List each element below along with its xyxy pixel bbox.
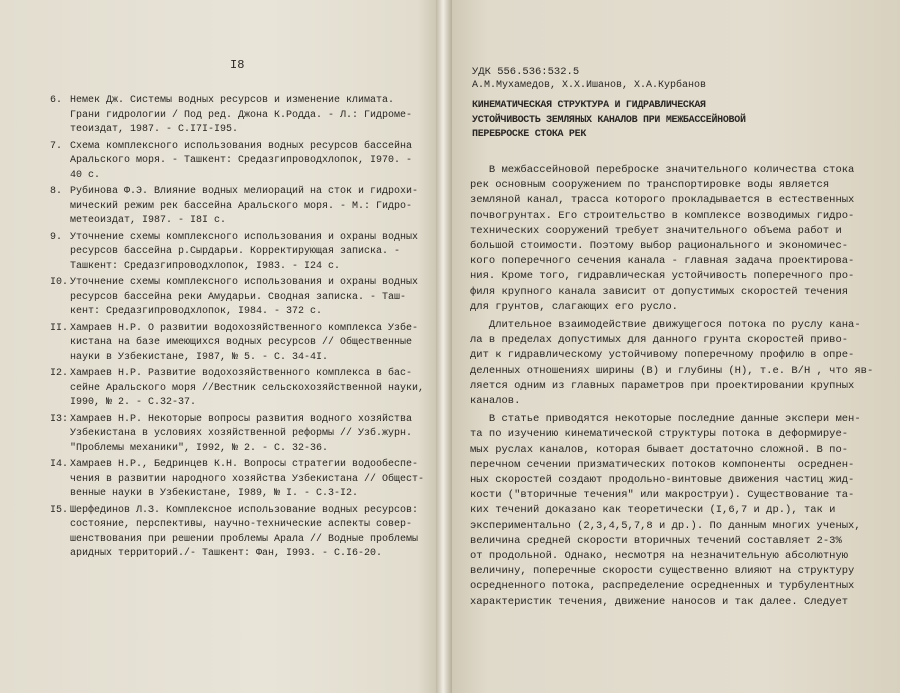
text-line: технических сооружений требует значительного объема работ и — [470, 224, 842, 237]
article-title — [472, 99, 746, 143]
reference-line: Грани гидрологии / Под ред. Джона К.Родда. - Л.: Гидроме- — [70, 109, 413, 121]
reference-text — [70, 185, 418, 229]
reference-number: 6. — [50, 95, 63, 106]
left-page — [0, 0, 440, 693]
text-line: Длительное взаимодействие движущегося потока по руслу кана- — [470, 319, 861, 332]
udk-code: УДК 556.536:532.5 — [472, 66, 580, 78]
reference-line: ресурсов бассейна реки Амударьи. Сводная записка. - Таш- — [70, 291, 407, 303]
reference-line: мический режим рек бассейна Аральского моря. - М.: Гидро- — [70, 200, 413, 212]
article-body — [470, 163, 873, 613]
book-gutter — [436, 0, 452, 693]
reference-line: венные науки в Узбекистане, I989, № I. - С.3-I2. — [70, 488, 359, 499]
text-line: перечном сечении призматических потоков компоненты осреднен- — [470, 458, 855, 471]
text-line: В межбассейновой переброске значительного количества стока — [470, 164, 855, 176]
reference-line: 40 с. — [70, 169, 101, 181]
reference-text — [70, 367, 424, 411]
reference-item — [50, 231, 430, 275]
text-line: ла в пределах допустимых для данного грунта скоростей приво- — [470, 334, 849, 347]
right-page — [452, 0, 900, 693]
text-line: величина средней скорости вторичных течений составляет 2-3% — [470, 534, 842, 547]
text-line: дит к гидравлическому устойчивому поперечному профилю в опре- — [470, 349, 855, 362]
reference-line: "Проблемы механики", I992, № 2. - С. 32-36. — [70, 442, 329, 454]
text-line: ляется одним из главных параметров при проектировании крупных — [470, 379, 855, 392]
paragraph — [470, 412, 873, 610]
reference-item — [50, 458, 430, 502]
paragraph — [470, 318, 873, 409]
reference-item — [50, 94, 430, 138]
reference-number: 7. — [50, 140, 63, 152]
article-authors: А.М.Мухамедов, Х.Х.Ишанов, Х.А.Курбанов — [472, 80, 707, 91]
text-line: ния. Кроме того, гидравлическая устойчивость поперечного про- — [470, 270, 855, 283]
text-line: от продольной. Однако, несмотря на незначительную абсолютную — [470, 550, 849, 563]
reference-number: 9. — [50, 231, 63, 243]
text-line: земляной канал, трасса которого прокладывается в естественных — [470, 194, 855, 207]
reference-line: состояние, перспективы, научно-технические аспекты совер- — [70, 519, 413, 530]
reference-line: науки в Узбекистане, I987, № 5. - С. 34-4I. — [70, 351, 329, 363]
text-line: ных скоростей создают продольно-винтовые движения частиц жид- — [470, 474, 855, 487]
text-line: В статье приводятся некоторые последние данные экспери мен- — [470, 413, 861, 426]
title-line: КИНЕМАТИЧЕСКАЯ СТРУКТУРА И ГИДРАВЛИЧЕСКАЯ — [472, 100, 706, 111]
text-line: кости ("вторичные течения" или макроструи). Существование та- — [470, 489, 855, 502]
reference-text — [70, 276, 418, 320]
reference-text — [70, 413, 412, 457]
reference-text — [70, 94, 412, 138]
text-line: для грунтов, слагающих его русло. — [470, 300, 678, 313]
reference-line: ресурсов бассейна р.Сырдарьи. Корректирующая записка. - — [70, 246, 401, 257]
reference-line: Уточнение схемы комплексного использования и охраны водных — [70, 231, 419, 243]
reference-number: I4. — [50, 459, 69, 470]
text-line: почвогрунтах. Его строительство в комплексе возводимых гидро- — [470, 209, 855, 222]
reference-text — [70, 504, 418, 562]
reference-line: Ташкент: Средазгипроводхлопок, I983. - I24 с. — [70, 260, 341, 272]
reference-line: Аральского моря. - Ташкент: Средазгипроводхлопок, I970. - — [70, 155, 413, 166]
reference-number: II. — [50, 322, 69, 334]
text-line: величину, поперечные скорости существенно влияют на структуру — [470, 565, 855, 578]
reference-item — [50, 367, 430, 411]
reference-line: кистана на базе имеющихся водных ресурсов // Общественные — [70, 337, 413, 348]
reference-number: I5. — [50, 504, 69, 516]
reference-line: аридных территорий./- Ташкент: Фан, I993. - С.I6-20. — [70, 548, 383, 559]
reference-line: теоиздат, 1987. - С.I7I-I95. — [70, 124, 239, 135]
reference-item — [50, 140, 430, 184]
reference-line: чения в развитии народного хозяйства Узбекистана // Общест- — [70, 473, 425, 485]
text-line: большой стоимости. Поэтому выбор рационального и экономичес- — [470, 240, 849, 253]
paragraph — [470, 163, 873, 315]
reference-item — [50, 504, 430, 562]
text-line: экспериментально (2,3,4,5,7,8 и др.). По данным многих ученых, — [470, 519, 861, 532]
reference-list — [50, 94, 430, 564]
reference-line: Хамраев Н.Р. Некоторые вопросы развития водного хозяйства — [70, 413, 413, 425]
reference-text — [70, 140, 412, 184]
reference-line: метеоиздат, I987. - I8I с. — [70, 215, 227, 226]
reference-number: 8. — [50, 186, 63, 197]
reference-item — [50, 322, 430, 366]
title-line: ПЕРЕБРОСКЕ СТОКА РЕК — [472, 129, 587, 140]
reference-number: I0. — [50, 277, 69, 288]
reference-line: Хамраев Н.Р. О развитии водохозяйственного комплекса Узбе- — [70, 322, 419, 334]
reference-text — [70, 322, 418, 366]
reference-line: Шерфединов Л.З. Комплексное использование водных ресурсов: — [70, 504, 419, 516]
reference-line: Хамраев Н.Р. Развитие водохозяйственного комплекса в бас- — [70, 368, 413, 379]
reference-number: I2. — [50, 368, 69, 379]
text-line: филя крупного канала зависит от допустимых скоростей течения — [470, 285, 849, 298]
title-line: УСТОЙЧИВОСТЬ ЗЕМЛЯНЫХ КАНАЛОВ ПРИ МЕЖБАССЕЙНОВОЙ — [472, 114, 746, 126]
text-line: осредненного потока, распределение осредненных и турбулентных — [470, 580, 855, 593]
reference-text — [70, 231, 418, 275]
reference-line: сейне Аральского моря //Вестник сельскохозяйственной науки, — [70, 382, 425, 394]
reference-item — [50, 413, 430, 457]
reference-line: Узбекистана в условиях хозяйственной реформы // Узб.журн. — [70, 428, 413, 439]
reference-line: Рубинова Ф.Э. Влияние водных мелиораций на сток и гидрохи- — [70, 186, 419, 197]
text-line: ких течений доказано как теоретически (I,6,7 и др.), так и — [470, 504, 836, 517]
text-line: характеристик течения, движение наносов и так далее. Следует — [470, 595, 849, 608]
reference-line: Немек Дж. Системы водных ресурсов и изменение климата. — [70, 95, 395, 106]
reference-item — [50, 276, 430, 320]
text-line: деленных отношениях ширины (В) и глубины (Н), т.е. B/H , что яв- — [470, 364, 874, 377]
reference-line: кент: Средазгипроводхлопок, I984. - 372 с. — [70, 306, 323, 317]
reference-text — [70, 458, 424, 502]
text-line: та по изучению кинематической структуры потока в деформируе- — [470, 428, 849, 441]
reference-item — [50, 185, 430, 229]
text-line: мых руслах каналов, которая бывает достаточно сложной. В по- — [470, 443, 849, 456]
reference-line: Хамраев Н.Р., Бедринцев К.Н. Вопросы стратегии водообеспе- — [70, 459, 419, 470]
text-line: рек основным сооружением по транспортировке воды является — [470, 179, 830, 192]
reference-line: I990, № 2. - С.32-37. — [70, 397, 197, 408]
reference-number: I3: — [50, 413, 69, 425]
text-line: каналов. — [470, 395, 521, 408]
reference-line: Схема комплексного использования водных ресурсов бассейна — [70, 140, 413, 152]
text-line: кого поперечного сечения канала - главная задача проектирова- — [470, 255, 855, 268]
page-number: I8 — [230, 58, 245, 72]
reference-line: Уточнение схемы комплексного использования и охраны водных — [70, 277, 419, 288]
reference-line: шенствования при решении проблемы Арала // Водные проблемы — [70, 533, 419, 545]
